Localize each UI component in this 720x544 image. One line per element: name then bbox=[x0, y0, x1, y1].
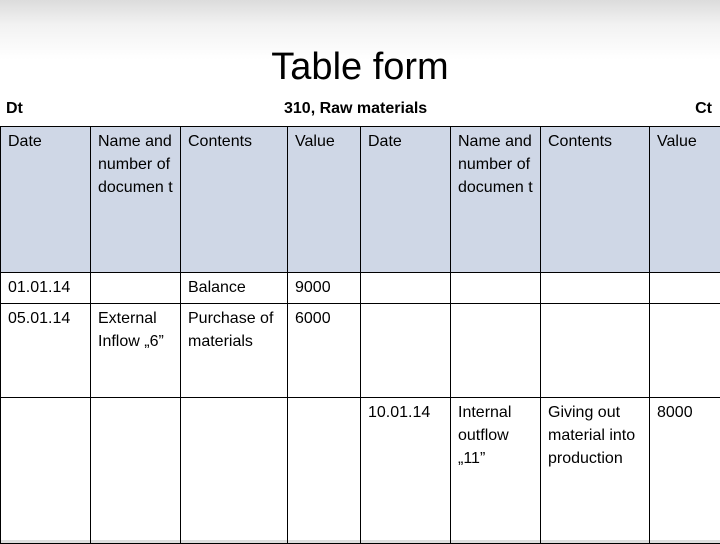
table-cell: 8000 bbox=[650, 398, 720, 544]
credit-document-header: Name and number of documen t bbox=[451, 127, 541, 273]
header-row bbox=[1, 127, 720, 273]
table-cell: 05.01.14 bbox=[1, 304, 91, 398]
debit-contents-header: Contents bbox=[181, 127, 288, 273]
table-row bbox=[1, 398, 720, 544]
table-cell bbox=[1, 398, 91, 544]
debit-document-header: Name and number of documen t bbox=[91, 127, 181, 273]
table-cell bbox=[361, 304, 451, 398]
debit-label: Dt bbox=[6, 100, 23, 118]
credit-contents-header: Contents bbox=[541, 127, 650, 273]
table-cell: 01.01.14 bbox=[1, 273, 91, 304]
table-row bbox=[1, 304, 720, 398]
slide-title: Table form bbox=[0, 46, 720, 89]
table-cell: Purchase of materials bbox=[181, 304, 288, 398]
credit-date-header: Date bbox=[361, 127, 451, 273]
table-cell: Internal outflow „11” bbox=[451, 398, 541, 544]
table-cell bbox=[541, 304, 650, 398]
table-row bbox=[1, 273, 720, 304]
table-cell bbox=[650, 304, 720, 398]
table-cell: 10.01.14 bbox=[361, 398, 451, 544]
table-cell bbox=[91, 273, 181, 304]
table-cell: External Inflow „6” bbox=[91, 304, 181, 398]
table-cell bbox=[650, 273, 720, 304]
table-cell: 6000 bbox=[288, 304, 361, 398]
table-cell: Giving out material into production bbox=[541, 398, 650, 544]
credit-value-header: Value bbox=[650, 127, 720, 273]
credit-label: Ct bbox=[695, 100, 712, 118]
table-cell: 9000 bbox=[288, 273, 361, 304]
table-cell bbox=[288, 398, 361, 544]
debit-date-header: Date bbox=[1, 127, 91, 273]
table-cell bbox=[541, 273, 650, 304]
debit-value-header: Value bbox=[288, 127, 361, 273]
table-cell bbox=[451, 273, 541, 304]
table-cell bbox=[181, 398, 288, 544]
table-cell: Balance bbox=[181, 273, 288, 304]
table-cell bbox=[451, 304, 541, 398]
account-name: 310, Raw materials bbox=[284, 100, 427, 118]
table-cell bbox=[91, 398, 181, 544]
table-cell bbox=[361, 273, 451, 304]
t-account-table bbox=[0, 126, 720, 544]
